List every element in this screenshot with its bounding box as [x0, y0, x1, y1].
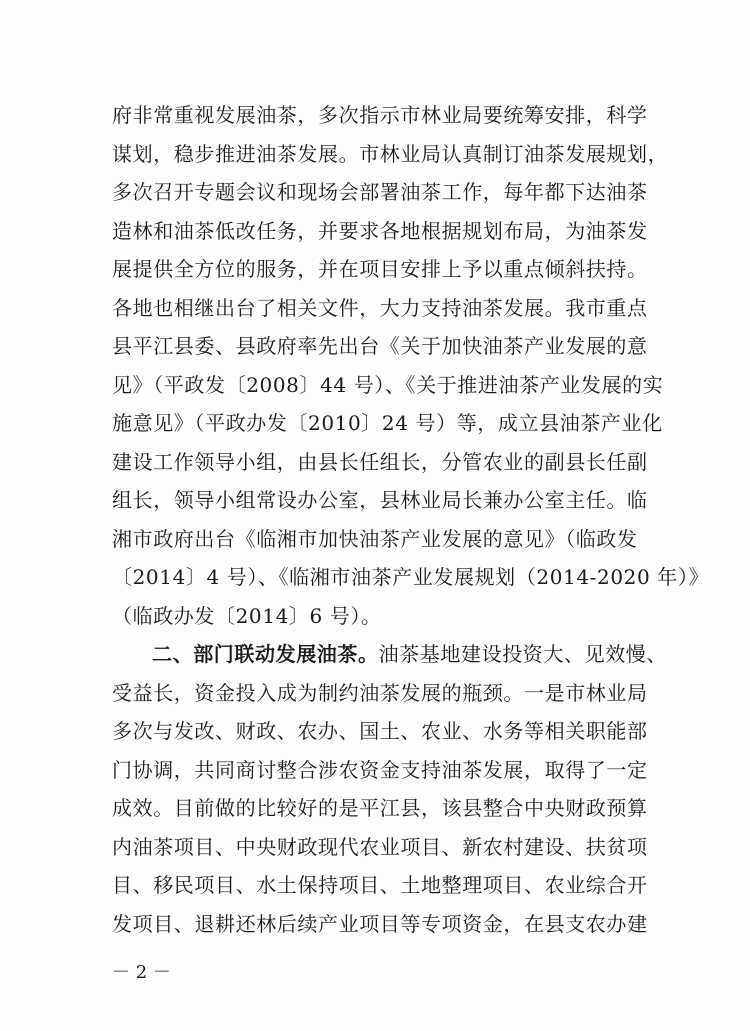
section-heading-line — [112, 635, 668, 674]
paragraph-line: 府非常重视发展油茶，多次指示市林业局要统筹安排，科学 — [112, 103, 648, 127]
paragraph-line: （临政办发〔2014〕6 号）。 — [112, 603, 382, 628]
paragraph-line: 施意见》（平政办发〔2010〕24 号）等，成立县油茶产业化 — [112, 411, 663, 435]
page-number: － 2 － — [112, 962, 171, 983]
paragraph-line: 展提供全方位的服务，并在项目安排上予以重点倾斜扶持。 — [112, 257, 648, 281]
paragraph-line: 成效。目前做的比较好的是平江县，该县整合中央财政预算 — [112, 796, 648, 820]
section-heading-continuation: 油茶基地建设投资大、见效慢、 — [378, 642, 668, 666]
paragraph-line: 县平江县委、县政府率先出台《关于加快油茶产业发展的意 — [112, 334, 648, 358]
paragraph-line: 发项目、退耕还林后续产业项目等专项资金，在县支农办建 — [112, 911, 648, 936]
paragraph-line: 〔2014〕4 号）、《临湘市油茶产业发展规划（2014-2020 年）》 — [112, 565, 710, 589]
paragraph-line: 造林和油茶低改任务，并要求各地根据规划布局，为油茶发 — [112, 218, 648, 243]
paragraph-line: 湘市政府出台《临湘市加快油茶产业发展的意见》（临政发 — [112, 526, 638, 551]
paragraph-line: 目、移民项目、水土保持项目、土地整理项目、农业综合开 — [112, 873, 648, 897]
paragraph-line: 受益长，资金投入成为制约油茶发展的瓶颈。一是市林业局 — [112, 680, 648, 705]
paragraph-line: 多次召开专题会议和现场会部署油茶工作，每年都下达油茶 — [112, 180, 648, 204]
paragraph-line: 多次与发改、财政、农办、国土、农业、水务等相关职能部 — [112, 719, 648, 743]
paragraph-line: 建设工作领导小组，由县长任组长，分管农业的副县长任副 — [112, 449, 648, 474]
paragraph-line: 各地也相继出台了相关文件，大力支持油茶发展。我市重点 — [112, 295, 648, 320]
paragraph-line: 内油茶项目、中央财政现代农业项目、新农村建设、扶贫项 — [112, 834, 648, 859]
section-heading: 二、部门联动发展油茶。 — [152, 642, 379, 666]
paragraph-line: 见》（平政发〔2008〕44 号）、《关于推进油茶产业发展的实 — [112, 372, 664, 397]
paragraph-line: 谋划，稳步推进油茶发展。市林业局认真制订油茶发展规划， — [112, 141, 669, 166]
paragraph-line: 组长，领导小组常设办公室，县林业局长兼办公室主任。临 — [112, 488, 648, 512]
body-text — [112, 96, 710, 943]
paragraph-line: 门协调，共同商讨整合涉农资金支持油茶发展，取得了一定 — [112, 757, 648, 782]
